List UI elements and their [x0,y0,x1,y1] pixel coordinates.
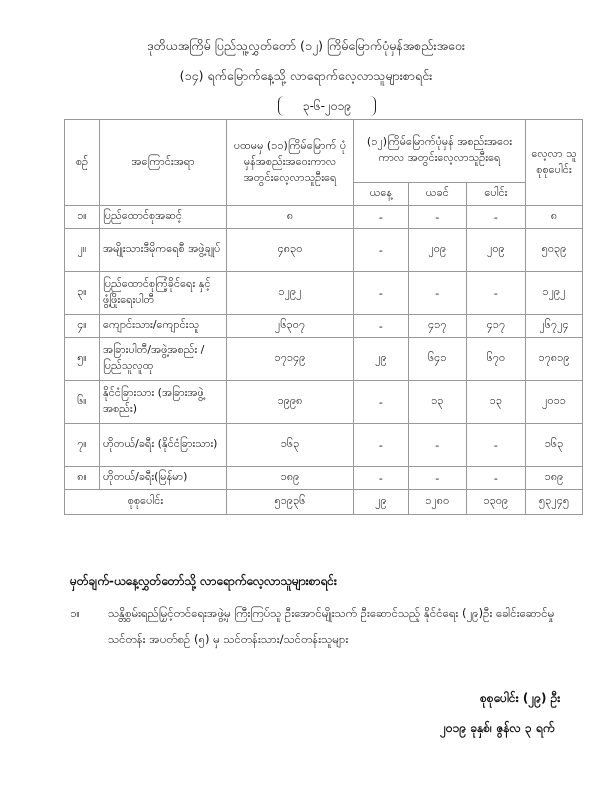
cell-today: - [354,467,409,490]
cell-subject: ဟိုတယ်/ခရီး(မြန်မာ) [100,467,227,490]
note-title: မှတ်ချက်-ယနေ့လွှတ်တော်သို့ လာရောက်လေ့လာသူများစာရင်း [70,574,337,588]
cell-total: ၁၆၃ [526,424,583,467]
totals-today: ၂၉ [354,490,409,515]
totals-prev: ၁၂၈၀ [408,490,466,515]
cell-total: ၁၇၈၁၉ [526,338,583,381]
note-item-number: ၁။ [70,606,80,620]
header-twelfth: (၁၂)ကြိမ်မြောက်ပုံမှန် အစည်းအဝေးကာလ အတွင်းလေ့လာသူဦးရေ [354,120,526,183]
cell-no: ၄။ [65,315,100,338]
cell-today: - [354,315,409,338]
header-first: ပထမမှ (၁၁)ကြိမ်မြောက် ပုံမှန်အစည်းအဝေးကာလ အတွင်းလေ့လာသူဦးရေ [227,120,354,206]
note-item-text: သန္တိစွမ်းရည်မြှင့်တင်ရေးအဖွဲ့မှ ကြီးကြပ်သူ ဦးအောင်မျိုးသက် ဦးဆောင်သည့် နိုင်ငံရေး (၂၉)ဦး ခေါင်းဆောင်မှုသင်တန်း အပတ်စဉ် (၅) မှ သင်တန်းသား/သင်တန်းသူများ [108,606,555,646]
cell-no: ၃။ [65,272,100,315]
table-row [65,229,583,272]
totals-row [65,490,583,515]
cell-sum: - [466,424,525,467]
cell-subject: အမျိုးသားဒီမိုကရေစီ အဖွဲ့ချုပ် [100,229,227,272]
cell-sum: ၄၁၇ [466,315,525,338]
header-subject: အကြောင်းအရာ [100,120,227,206]
cell-total: ၁၂၉၂ [526,272,583,315]
cell-subject: ပြည်ထောင်စုအဆင့် [100,206,227,229]
cell-first: ၄၈၃၀ [227,229,354,272]
totals-sum: ၁၃၀၉ [466,490,525,515]
cell-sum: - [466,272,525,315]
cell-subject: အခြားပါတီ/အဖွဲ့အစည်း / ပြည်သူလူထု [100,338,227,381]
cell-today: - [354,229,409,272]
header-no: စဉ် [65,120,100,206]
cell-prev: ၆၄၁ [408,338,466,381]
signature-date: ၂၀၁၉ ခုနှစ်၊ ဇွန်လ ၃ ရက် [440,721,555,735]
cell-subject: ကျောင်းသား/ကျောင်းသူ [100,315,227,338]
cell-subject: နိုင်ငံခြားသား (အခြားအဖွဲ့အစည်း) [100,381,227,424]
totals-total: ၅၃၂၄၅ [526,490,583,515]
summary: စုစုပေါင်း (၂၉) ဦး [480,691,561,705]
cell-prev: - [408,206,466,229]
table-row [65,338,583,381]
cell-no: ၈။ [65,467,100,490]
cell-total: ၈ [526,206,583,229]
table-row [65,206,583,229]
cell-subject: ပြည်ထောင်စုကြံ့ခိုင်ရေး နှင့်ဖွံ့ဖြိုးရေးပါတီ [100,272,227,315]
table-row [65,315,583,338]
totals-first: ၅၁၉၃၆ [227,490,354,515]
cell-today: - [354,272,409,315]
cell-no: ၁။ [65,206,100,229]
visitors-table [64,119,583,515]
cell-sum: - [466,467,525,490]
header-total: လေ့လာ သူ စုစုပေါင်း [526,120,583,206]
cell-no: ၂။ [65,229,100,272]
table-row [65,272,583,315]
cell-total: ၅၀၃၉ [526,229,583,272]
cell-today: ၂၉ [354,338,409,381]
cell-total: ၂၆၇၂၄ [526,315,583,338]
header-today: ယနေ့ [354,183,409,206]
title-line-2: (၁၄) ရက်မြောက်နေ့သို့ လာရောက်လေ့လာသူများစာရင်း [179,68,433,83]
cell-no: ၆။ [65,381,100,424]
cell-prev: - [408,467,466,490]
totals-label: စုစုပေါင်း [65,490,227,515]
cell-first: ၂၆၃၀၇ [227,315,354,338]
cell-no: ၅။ [65,338,100,381]
cell-prev: ၄၁၇ [408,315,466,338]
cell-sum: ၂၀၉ [466,229,525,272]
cell-today: - [354,381,409,424]
cell-sum: ၁၃ [466,381,525,424]
table-row [65,381,583,424]
title-line-1: ဒုတိယအကြိမ် ပြည်သူ့လွှတ်တော် (၁၂) ကြိမ်မြောက်ပုံမှန်အစည်းအဝေး [146,38,466,53]
cell-prev: ၂၀၉ [408,229,466,272]
cell-first: ၁၂၉၂ [227,272,354,315]
cell-today: - [354,206,409,229]
header-prev: ယခင် [408,183,466,206]
cell-total: ၁၈၉ [526,467,583,490]
cell-first: ၁၈၉ [227,467,354,490]
cell-first: ၁၆၃ [227,424,354,467]
table-row [65,424,583,467]
header-sum: ပေါင်း [466,183,525,206]
cell-first: ၁၇၁၄၉ [227,338,354,381]
cell-prev: - [408,424,466,467]
cell-sum: ၆၇၀ [466,338,525,381]
cell-no: ၇။ [65,424,100,467]
cell-first: ၁၉၉၈ [227,381,354,424]
cell-sum: - [466,206,525,229]
cell-prev: ၁၃ [408,381,466,424]
cell-subject: ဟိုတယ်/ခရီး (နိုင်ငံခြားသား) [100,424,227,467]
cell-today: - [354,424,409,467]
cell-prev: - [408,272,466,315]
cell-total: ၂၀၁၁ [526,381,583,424]
table-row [65,467,583,490]
date: ၃-၆-၂၀၁၉ [278,96,376,116]
cell-first: ၈ [227,206,354,229]
